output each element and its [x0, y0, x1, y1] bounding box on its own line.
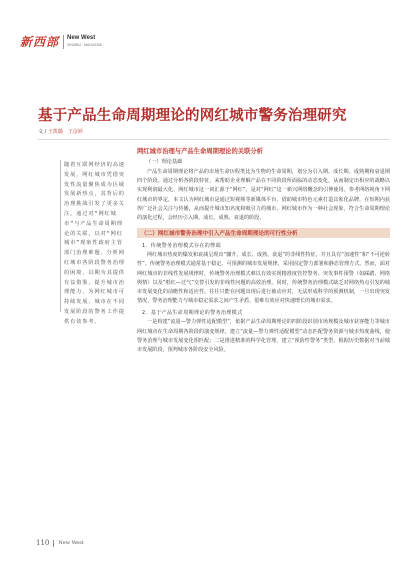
brand-block — [63, 35, 102, 49]
subsection-heading: （一）理论基础 — [146, 159, 183, 165]
title-divider — [38, 139, 390, 140]
section-bar: （二）网红城市警务治理中引入产品生命周期理论的可行性分析 — [137, 228, 390, 238]
body-paragraph: 产品生命周期理论将产品的市场生命历程类比为生物的生命周期，划分为引入期、成长期、成熟期和衰退期四个阶段。通过分析各阶段特征，来帮助企业理解产品在不同阶段所面临的动态变化，从而制定出相应的战略以实现利润最大化。网红城市这一词汇源于“网红”，是对“网红”这一新兴网络概念的引伸使用。参考网络视角下网红城市的界定，本文认为网红城市是通过短视频等新媒体平台，借助城市特色元素打造具象化品牌，在短期内获得广泛社会关注与传播，从而提升城市知名度和吸引力的城市。网红城市作为一种社会现象，符合生命周期理论的演化过程，会经历引入期、成长、成熟、衰退的阶段。 — [137, 169, 390, 222]
brand-english: New West — [67, 34, 96, 41]
article-title: 基于产品生命周期理论的网红城市警务治理研究 — [38, 107, 347, 124]
subsection-heading: 1．传统警务治理模式存在的弊端 — [142, 243, 222, 250]
subsection-heading: 2．基于产品生命周期理论的警务治理模式 — [142, 310, 243, 317]
section-title: 网红城市治理与产品生命周期理论的关联分析 — [137, 148, 263, 155]
brand-subtitle: XINXIBU · MAGAZINE — [67, 42, 103, 47]
body-paragraph: 一是构建“流量—警力弹性适配模型”，依据产品生命周期理论的四阶段识别市场规模及城市获客能力等城市网红城市在生命周期各阶段的演变规律，建立“流量—警力弹性适配模型”动态匹配警务资源与城市热度曲线，使警务治理与城市发展变化相匹配；二是推进精准的科学化管理，建立“预防性警务”类型，根据历史数据对当前城市发展阶段，预判城市各阶段安全风险。 — [137, 319, 390, 354]
byline-prefix: 文 / — [38, 129, 48, 135]
abstract: 随着互联网经济的高速发展，网红城市凭借突发性流量聚焦成为区域发展新热点，其背后的治理挑战引发了更多关注。通过对“网红城市”与产品生命周期理论的关联，以对“网红城市”现象性政府主管部门治理难题，分析网红城市各阶段警务治理的困境，以期为其提供有益借鉴，提升城市治理能力，为网红城市可持续发展、城市在不同发展阶段的警务工作提供有效参考。 — [64, 162, 125, 325]
authors: 王凯璐 王彦婷 — [47, 129, 83, 135]
page-footer — [36, 539, 84, 547]
magazine-logo: 新西部 — [20, 35, 60, 49]
footer-divider — [53, 540, 54, 547]
page-number: 110 — [36, 539, 50, 547]
body-paragraph: 网红城市热度的爆发和衰减呈现出“骤升、成长、成熟、衰退”的非线性特征，并且具有“加速性”和“不可逆转性”。传统警务治理模式通常基于稳定、可预测的城市发展规律，采用固定警力部署和静态管理方式。然而，面对网红城市的非线性发展规律时，传统警务治理模式难以有效实现精准度管控警务、突发事件预警（如踩踏、网络舆情）以及“唱红—过气”交替引发的非线性问题的高效治理。同时，传统警务治理模式缺乏对网络热点引发的城市发展变化的前瞻性和适应性，往往只能在问题出现后进行被动应对，无法形成科学的预测机制，一旦出现突发情况，警务治理能力与城市稳定需求之间产生矛盾，很难有效应对快速增长的城市需求。 — [137, 252, 390, 305]
byline — [38, 128, 83, 135]
masthead — [20, 33, 102, 50]
main-column — [137, 146, 390, 355]
abstract-rule — [60, 160, 61, 312]
footer-magazine-name: New West — [58, 540, 84, 546]
